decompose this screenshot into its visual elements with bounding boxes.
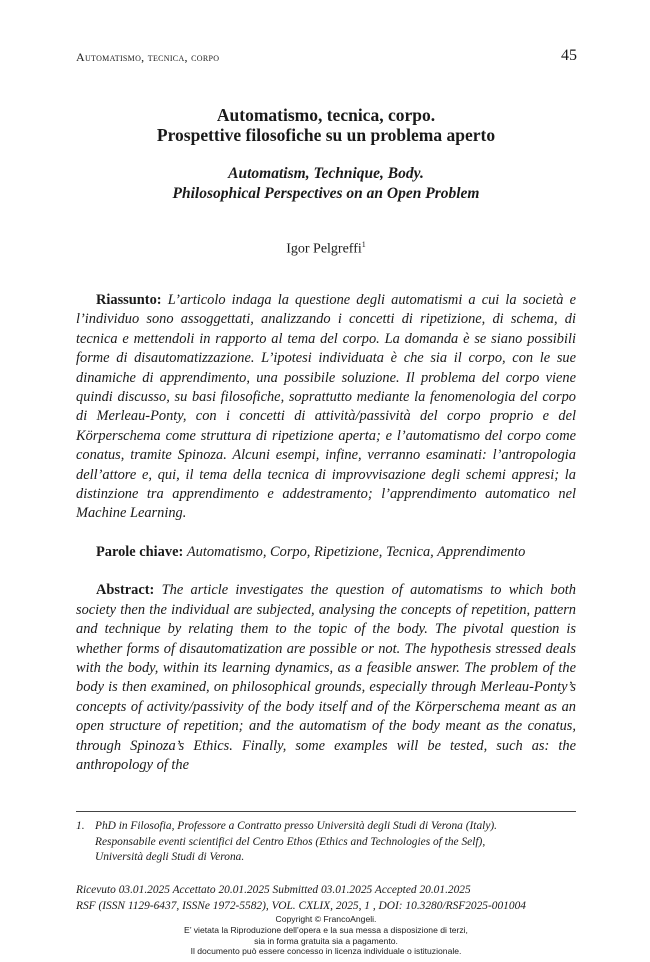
abstract-text: The article investigates the question of automatisms to which both society then the individual are subjected, analysing the concepts of repetition, pattern and technique by relating them to the topic of the body. The pivotal question is whether forms of disautomatization are possible or not. The hypothesis stressed deals with the body, within its learning dynamics, as a feasible answer. The problem of the body is then examined, on philosophical grounds, especially through Merleau-Ponty’s concepts of activity/passivity of the body itself and of the Körperschema meant as an open structure of repetition; and the automatism of the body meant as the conatus, through Spinoza’s Ethics. Finally, some examples will be tested, such as: the anthropology of the (76, 582, 576, 773)
page-number: 45 (561, 47, 577, 64)
running-head: Automatismo, tecnica, corpo (76, 50, 220, 64)
footnote-text-1: PhD in Filosofia, Professore a Contratto presso Università degli Studi di Verona (Italy). (95, 820, 498, 832)
riassunto-paragraph (76, 291, 576, 524)
article-title (76, 105, 576, 145)
title-block (76, 105, 576, 258)
keywords-label: Parole chiave: (96, 543, 184, 560)
footnote-line-3: Università degli Studi di Verona. (95, 851, 245, 864)
keywords-text: Automatismo, Corpo, Ripetizione, Tecnica, Apprendimento (186, 543, 526, 560)
riassunto-text: L’articolo indaga la questione degli automatismi a cui la società e l’individuo sono assoggettati, analizzando i concetti di ripetizione, di schema, di tecnica e mettendoli in rapporto al tema del corpo. La domanda è se siano possibili forme di disautomatizzazione. L’ipotesi individuata è che sia il corpo, con le sue dinamiche di apprendimento, una possibile soluzione. Il problema del corpo viene quindi discusso, su basi filosofiche, soprattutto mediante la fenomenologia del corpo di Merleau-Ponty, con i concetti di attività/passività del corpo proprio e del Körperschema come struttura di ripetizione aperta; e l’automatismo del corpo come conatus, tramite Spinoza. Alcuni esempi, infine, verranno esaminati: l’antropologia dell’attore e, qui, il tema della tecnica di improvvisazione degli schemi appresi; la distinzione tra apprendimento e addestramento; l’apprendimento automatico nel Machine Learning. (76, 292, 576, 522)
riassunto-label: Riassunto: (96, 292, 162, 308)
copyright-line-3: sia in forma gratuita sia a pagamento. (254, 935, 398, 946)
publication-meta (76, 883, 576, 914)
footnote-divider (76, 811, 576, 812)
copyright-notice (76, 914, 576, 957)
submission-dates: Ricevuto 03.01.2025 Accettato 20.01.2025 Submitted 03.01.2025 Accepted 20.01.2025 (76, 884, 471, 896)
english-title (76, 164, 576, 204)
copyright-line-2: E’ vietata la Riproduzione dell’opera e la sua messa a disposizione di terzi, (184, 924, 468, 935)
abstract-paragraph (76, 581, 576, 775)
copyright-line-4: Il documento può essere concesso in licenza individuale o istituzionale. (190, 946, 462, 957)
copyright-line-1: Copyright © FrancoAngeli. (275, 914, 377, 924)
journal-reference: RSF (ISSN 1129-6437, ISSNe 1972-5582), VOL. CXLIX, 2025, 1 , DOI: 10.3280/RSF2025-001004 (76, 899, 526, 912)
english-title-line-2: Philosophical Perspectives on an Open Problem (172, 185, 480, 202)
article-body (76, 291, 576, 775)
abstract-label: Abstract: (96, 582, 155, 599)
footnote (76, 819, 576, 866)
title-line-2: Prospettive filosofiche su un problema aperto (156, 125, 496, 145)
english-title-line-1: Automatism, Technique, Body. (228, 165, 424, 182)
title-line-1: Automatismo, tecnica, corpo. (216, 105, 436, 125)
footnote-line-1 (76, 819, 576, 835)
author-name: Igor Pelgreffi (286, 241, 362, 257)
footnote-line-2: Responsabile eventi scientifici del Centro Ethos (Ethics and Technologies of the Self), (95, 835, 486, 848)
author (76, 240, 576, 258)
footnote-number: 1. (76, 820, 85, 832)
author-footnote-ref[interactable]: 1 (361, 240, 366, 249)
keywords-paragraph (76, 543, 576, 562)
